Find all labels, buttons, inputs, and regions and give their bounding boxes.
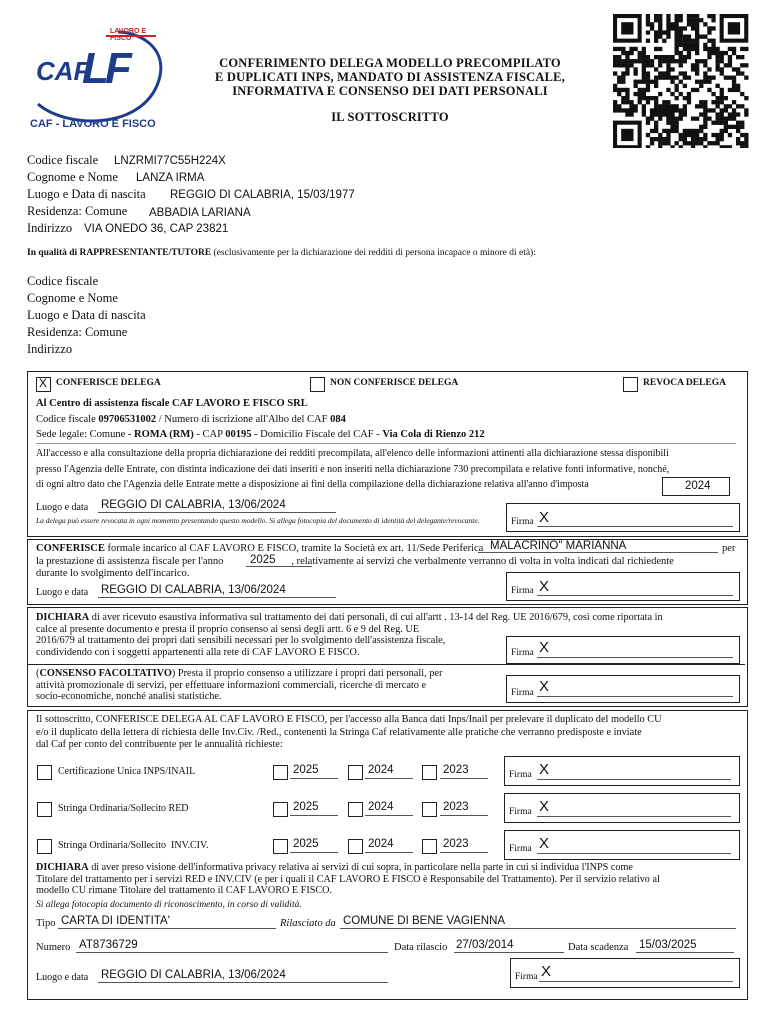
optional-signature-mark: X <box>539 678 550 695</box>
invciv-firma-label: Firma <box>509 844 532 854</box>
conferisce-delega-mark: X <box>39 376 48 390</box>
logo-caption: CAF - LAVORO E FISCO <box>30 118 156 130</box>
conferisce-text-2a: la prestazione di assistenza fiscale per l'anno <box>36 556 224 567</box>
doc-expiry-value[interactable]: 15/03/2025 <box>639 939 697 951</box>
subject-birth-label: Luogo e Data di nascita <box>27 187 146 201</box>
privacy-line-3: 2016/679 al trattamento dei propri dati sensibili necessari per lo svolgimento dell'assistenza fiscale, <box>36 635 446 646</box>
invciv-label: Stringa Ordinaria/Sollecito INV.CIV. <box>58 840 209 851</box>
conferisce-signature-line <box>537 595 733 596</box>
final-signature-line <box>539 981 733 982</box>
conferisce-signature-mark: X <box>539 578 550 595</box>
cu-2023-line <box>440 778 488 779</box>
invciv-signature-box[interactable] <box>504 830 740 860</box>
red-2025-checkbox[interactable] <box>273 802 288 817</box>
duplicati-p3: dal Caf per conto del contribuente per le annualità richieste: <box>36 739 283 750</box>
red-2024-label: 2024 <box>368 801 394 813</box>
cu-signature-mark: X <box>539 761 550 778</box>
rep-res-label: Residenza: Comune <box>27 325 128 339</box>
non-conferisce-delega-checkbox[interactable] <box>310 377 325 392</box>
conferisce-year-value[interactable]: 2025 <box>250 554 276 566</box>
conferisce-agent-value[interactable]: MALACRINO" MARIANNA <box>490 540 627 552</box>
subject-name-value: LANZA IRMA <box>136 172 205 184</box>
caf-logo <box>28 26 168 134</box>
invciv-signature-mark: X <box>539 835 550 852</box>
optional-consent-text <box>36 668 442 703</box>
doc-number-line <box>76 952 388 953</box>
conferisce-bold: CONFERISCE <box>36 543 105 554</box>
delega-sede-a: Sede legale: Comune - <box>36 429 134 440</box>
representative-intro-rest: (esclusivamente per la dichiarazione dei redditi di persona incapace o minore di età): <box>213 248 536 258</box>
optional-bold: CONSENSO FACOLTATIVO <box>39 668 172 679</box>
optional-signature-line <box>537 696 733 697</box>
rep-name-label: Cognome e Nome <box>27 291 118 305</box>
subject-addr-value: VIA ONEDO 36, CAP 23821 <box>84 223 229 235</box>
doc-number-label: Numero <box>36 942 71 953</box>
privacy-line-1 <box>36 612 663 624</box>
subject-res-label: Residenza: Comune <box>27 204 128 218</box>
delega-cf-d: 084 <box>330 414 346 425</box>
red-2023-checkbox[interactable] <box>422 802 437 817</box>
final-signature-box[interactable] <box>510 958 740 988</box>
doc-expiry-label: Data scadenza <box>568 942 629 953</box>
invciv-signature-line <box>537 853 731 854</box>
doc-type-label: Tipo <box>36 918 56 929</box>
rep-addr-label: Indirizzo <box>27 342 73 356</box>
cu-checkbox[interactable] <box>37 765 52 780</box>
cu-2024-line <box>365 778 413 779</box>
subject-cf-label: Codice fiscale <box>27 153 99 167</box>
delega-sede-line <box>36 429 485 442</box>
invciv-2023-line <box>440 852 488 853</box>
conferisce-agent-line <box>478 552 718 553</box>
delega-sede-d: 00195 <box>225 429 252 440</box>
doc-issue-date-label: Data rilascio <box>394 942 448 953</box>
red-2024-line <box>365 815 413 816</box>
cu-signature-line <box>537 779 731 780</box>
invciv-2024-checkbox[interactable] <box>348 839 363 854</box>
privacy-divider <box>28 664 745 665</box>
doc-expiry-line <box>636 952 734 953</box>
cu-2024-checkbox[interactable] <box>348 765 363 780</box>
conferisce-year-line <box>246 566 312 567</box>
red-2025-label: 2025 <box>293 801 319 813</box>
doc-issuer-line <box>340 928 736 929</box>
privacy-signature-line <box>537 657 733 658</box>
red-signature-mark: X <box>539 798 550 815</box>
cu-2025-line <box>290 778 338 779</box>
conferisce-place-label: Luogo e data <box>36 587 89 598</box>
doc-number-value[interactable]: AT8736729 <box>79 939 138 951</box>
revoca-delega-checkbox[interactable] <box>623 377 638 392</box>
delega-cf-line <box>36 414 346 427</box>
privacy-bold: DICHIARA <box>36 612 90 623</box>
final-place-value[interactable]: REGGIO DI CALABRIA, 13/06/2024 <box>101 969 286 981</box>
duplicati-d3: modello CU rimane Titolare del trattamento il CAF LAVORO E FISCO. <box>36 885 333 896</box>
optional-firma-label: Firma <box>511 688 534 698</box>
logo-brand: CAF <box>36 56 90 86</box>
conferisce-text-2b: , relativamente ai servizi che verbalmente verranno di volta in volta indicati dal richiedente <box>291 556 674 567</box>
duplicati-intro <box>36 714 662 752</box>
privacy-signature-box[interactable] <box>506 636 740 664</box>
optional-o1: ) Presta il proprio consenso a utilizzare i propri dati personali, per <box>171 668 443 679</box>
optional-line-2: attività promozionale di servizi, per effettuare informazioni commerciali, ricerche di mercato e <box>36 679 427 691</box>
subject-addr-label: Indirizzo <box>27 221 73 235</box>
delega-sede-c: - CAP <box>193 429 226 440</box>
delega-cf-b: 09706531002 <box>98 414 157 425</box>
final-place-line <box>98 982 388 983</box>
delega-cf-a: Codice fiscale <box>36 414 99 425</box>
delega-sede-e: - Domicilio Fiscale del CAF - <box>251 429 383 440</box>
conferisce-firma-label: Firma <box>511 586 534 596</box>
representative-intro-bold: In qualità di RAPPRESENTANTE/TUTORE <box>27 248 212 258</box>
privacy-line-2: calce al presente documento e presta il proprio consenso ai sensi degli artt. 6 e 9 del Reg. UE <box>36 623 420 635</box>
invciv-2023-checkbox[interactable] <box>422 839 437 854</box>
invciv-2025-label: 2025 <box>293 838 319 850</box>
delega-signature-mark: X <box>539 509 550 526</box>
cu-2025-label: 2025 <box>293 764 319 776</box>
conferisce-line-2 <box>36 556 674 569</box>
optional-line-1: (CONSENSO FACOLTATIVO) Presta il proprio consenso a utilizzare i propri dati personali, per <box>36 668 443 679</box>
cu-2024-label: 2024 <box>368 764 394 776</box>
delega-firma-label: Firma <box>511 517 534 527</box>
optional-signature-box[interactable] <box>506 675 740 703</box>
title-line-1: CONFERIMENTO DELEGA MODELLO PRECOMPILATO <box>219 56 561 70</box>
doc-note: Si allega fotocopia documento di riconoscimento, in corso di validità. <box>36 900 302 910</box>
privacy-signature-mark: X <box>539 639 550 656</box>
delega-place-line <box>98 512 336 513</box>
delega-divider <box>36 443 736 444</box>
subject-name-label: Cognome e Nome <box>27 170 118 184</box>
subject-cf-value: LNZRMI77C55H224X <box>114 155 226 167</box>
cu-2023-label: 2023 <box>443 764 469 776</box>
cu-firma-label: Firma <box>509 770 532 780</box>
duplicati-p1: Il sottoscritto, CONFERISCE DELEGA AL CAF LAVORO E FISCO, per l'accesso alla Banca dati Inps/Inail per prelevare il duplicato del modello CU <box>36 714 662 725</box>
delega-body-3: di ogni altro dato che l'Agenzia delle Entrate mette a disposizione ai fini della compilazione della dichiarazione relativa all'anno d'imposta <box>36 479 589 490</box>
conferisce-per: per <box>722 543 736 554</box>
final-signature-mark: X <box>541 963 552 980</box>
doc-issue-date-value[interactable]: 27/03/2014 <box>456 939 514 951</box>
doc-issuer-value[interactable]: COMUNE DI BENE VAGIENNA <box>343 915 506 927</box>
conferisce-signature-box[interactable] <box>506 572 740 601</box>
duplicati-d-bold: DICHIARA <box>36 862 89 873</box>
cu-signature-box[interactable] <box>504 756 740 786</box>
red-checkbox[interactable] <box>37 802 52 817</box>
invciv-2023-label: 2023 <box>443 838 469 850</box>
qr-code <box>610 14 752 148</box>
delega-place-label: Luogo e data <box>36 502 89 513</box>
delega-body-1: All'accesso e alla consultazione della propria dichiarazione dei redditi precompilata, all'elenco delle informazioni attinenti alla dichiarazione stessa disponibili <box>36 448 669 459</box>
non-conferisce-delega-label: NON CONFERISCE DELEGA <box>330 378 459 388</box>
red-2024-checkbox[interactable] <box>348 802 363 817</box>
duplicati-p2: e/o il duplicato della lettera di richiesta delle Inv.Civ. /Red., contenenti la Stringa Caf relativamente alle pratiche che verranno predisposte e inviate <box>36 726 642 738</box>
doc-issue-date-line <box>454 952 564 953</box>
red-signature-box[interactable] <box>504 793 740 823</box>
title-line-2: E DUPLICATI INPS, MANDATO DI ASSISTENZA FISCALE, <box>215 70 565 84</box>
cu-2025-checkbox[interactable] <box>273 765 288 780</box>
subject-birth-value: REGGIO DI CALABRIA, 15/03/1977 <box>170 189 355 201</box>
title-line-3: INFORMATIVA E CONSENSO DEI DATI PERSONALI <box>232 84 548 98</box>
optional-line-3: socio-economiche, nonché analisi statistiche. <box>36 691 222 702</box>
conferisce-text-1: formale incarico al CAF LAVORO E FISCO, tramite la Società ex art. 11/Sede Periferica <box>104 543 484 554</box>
cu-label: Certificazione Unica INPS/INAIL <box>58 766 196 777</box>
qr-code-icon <box>610 14 752 148</box>
cu-2023-checkbox[interactable] <box>422 765 437 780</box>
logo-tagline: LAVORO E FISCO <box>110 28 147 42</box>
delega-body-2: presso l'Agenzia delle Entrate, con distinta indicazione dei dati inseriti e non inseriti nella dichiarazione 730 precompilata e relative fonti informative, nonché, <box>36 463 670 475</box>
invciv-checkbox[interactable] <box>37 839 52 854</box>
duplicati-d2: Titolare del trattamento per i servizi RED e INV.CIV (e per i quali il CAF LAVORO E FISCO è Responsabile del Trattamento). Per il servizio relativo al <box>36 873 660 885</box>
page-subtitle: IL SOTTOSCRITTO <box>331 110 449 124</box>
doc-issuer-label: Rilasciato da <box>280 918 336 929</box>
subject-res-value: ABBADIA LARIANA <box>149 207 251 219</box>
duplicati-d1: di aver preso visione dell'informativa privacy relativa ai servizi di cui sopra, in particolare nella parte in cui si individua l'INPS come <box>88 862 633 873</box>
doc-type-line <box>58 928 276 929</box>
duplicati-d-line-1 <box>36 862 660 874</box>
invciv-2025-checkbox[interactable] <box>273 839 288 854</box>
delega-body <box>36 446 669 493</box>
red-2025-line <box>290 815 338 816</box>
delega-year-box[interactable] <box>662 477 730 496</box>
conferisce-line-3: durante lo svolgimento dell'incarico. <box>36 568 190 579</box>
conferisce-place-line <box>98 597 336 598</box>
delega-signature-line <box>537 526 733 527</box>
final-place-label: Luogo e data <box>36 972 89 983</box>
doc-type-value[interactable]: CARTA DI IDENTITA' <box>61 915 170 927</box>
revoca-delega-label: REVOCA DELEGA <box>643 378 726 388</box>
delega-recipient: Al Centro di assistenza fiscale CAF LAVORO E FISCO SRL <box>36 398 308 409</box>
duplicati-declaration <box>36 862 660 897</box>
red-firma-label: Firma <box>509 807 532 817</box>
delega-cf-c: / Numero di iscrizione all'Albo del CAF <box>156 414 331 425</box>
page-title <box>180 56 600 98</box>
delega-revoke-note: La delega può essere revocata in ogni momento presentando questo modello. Si allega fotocopia del documento di identità del delegante/revocante. <box>36 516 480 525</box>
rep-cf-label: Codice fiscale <box>27 274 99 288</box>
delega-signature-box[interactable] <box>506 503 740 532</box>
delega-year-value: 2024 <box>685 480 711 492</box>
delega-sede-b: ROMA (RM) <box>133 429 194 440</box>
delega-sede-f: Via Cola di Rienzo 212 <box>382 429 485 440</box>
invciv-2025-line <box>290 852 338 853</box>
rep-birth-label: Luogo e Data di nascita <box>27 308 146 322</box>
representative-intro <box>27 248 536 258</box>
conferisce-delega-checkbox[interactable] <box>36 377 51 392</box>
delega-place-value[interactable]: REGGIO DI CALABRIA, 13/06/2024 <box>101 499 286 511</box>
logo-letters: LF <box>82 44 128 93</box>
privacy-firma-label: Firma <box>511 648 534 658</box>
red-signature-line <box>537 816 731 817</box>
final-firma-label: Firma <box>515 972 538 982</box>
privacy-l1: di aver ricevuto esaustiva informativa sul trattamento dei dati personali, di cui all'artt . 13-14 del Reg. UE 2016/679, così come riportata in <box>89 612 663 623</box>
red-label: Stringa Ordinaria/Sollecito RED <box>58 803 189 814</box>
invciv-2024-line <box>365 852 413 853</box>
red-2023-label: 2023 <box>443 801 469 813</box>
conferisce-delega-label: CONFERISCE DELEGA <box>56 378 161 388</box>
red-2023-line <box>440 815 488 816</box>
invciv-2024-label: 2024 <box>368 838 394 850</box>
privacy-line-4: condividendo con i soggetti appartenenti alla rete di CAF LAVORO E FISCO. <box>36 646 360 658</box>
conferisce-place-value[interactable]: REGGIO DI CALABRIA, 13/06/2024 <box>101 584 286 596</box>
